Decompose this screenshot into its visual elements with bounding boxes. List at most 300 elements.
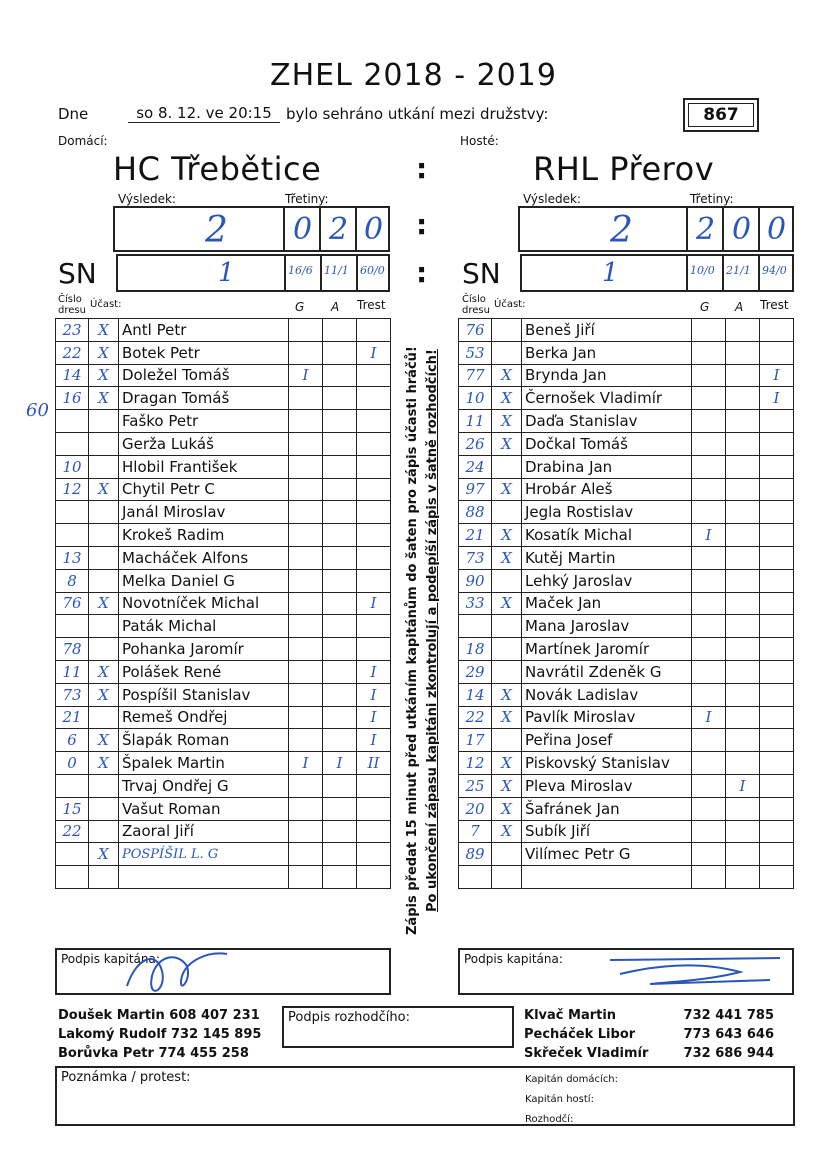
away-player-goals[interactable] xyxy=(692,797,726,820)
home-player-name[interactable]: Botek Petr xyxy=(119,341,289,364)
home-player-assists[interactable] xyxy=(323,524,357,547)
away-player-number[interactable]: 7 xyxy=(459,820,492,843)
home-player-penalty[interactable] xyxy=(357,319,391,342)
away-player-number[interactable] xyxy=(459,615,492,638)
home-player-goals[interactable] xyxy=(289,843,323,866)
home-player-number[interactable] xyxy=(56,843,89,866)
home-player-number[interactable] xyxy=(56,410,89,433)
home-player-penalty[interactable]: II xyxy=(357,752,391,775)
away-player-presence[interactable] xyxy=(492,660,522,683)
home-player-penalty[interactable] xyxy=(357,364,391,387)
home-player-goals[interactable] xyxy=(289,387,323,410)
home-player-presence[interactable] xyxy=(89,432,119,455)
away-player-penalty[interactable]: I xyxy=(760,364,794,387)
home-player-penalty[interactable] xyxy=(357,524,391,547)
away-player-number[interactable] xyxy=(459,866,492,889)
away-player-presence[interactable] xyxy=(492,319,522,342)
home-player-name[interactable]: Pospíšil Stanislav xyxy=(119,683,289,706)
home-player-assists[interactable] xyxy=(323,843,357,866)
home-player-goals[interactable] xyxy=(289,774,323,797)
away-player-goals[interactable] xyxy=(692,729,726,752)
home-player-presence[interactable] xyxy=(89,820,119,843)
home-player-number[interactable]: 23 xyxy=(56,319,89,342)
away-captain-signature-box[interactable] xyxy=(458,948,794,995)
home-player-name[interactable]: Zaoral Jiří xyxy=(119,820,289,843)
away-player-assists[interactable] xyxy=(726,455,760,478)
home-player-name[interactable]: Hlobil František xyxy=(119,455,289,478)
home-player-goals[interactable] xyxy=(289,592,323,615)
away-player-goals[interactable] xyxy=(692,866,726,889)
away-player-presence[interactable]: X xyxy=(492,752,522,775)
away-player-presence[interactable]: X xyxy=(492,683,522,706)
away-player-assists[interactable] xyxy=(726,478,760,501)
away-player-name[interactable]: Martínek Jaromír xyxy=(522,638,692,661)
home-player-number[interactable]: 22 xyxy=(56,820,89,843)
away-player-presence[interactable] xyxy=(492,615,522,638)
away-player-penalty[interactable] xyxy=(760,319,794,342)
home-player-name[interactable]: Melka Daniel G xyxy=(119,569,289,592)
home-player-penalty[interactable] xyxy=(357,797,391,820)
home-player-name[interactable] xyxy=(119,866,289,889)
away-player-penalty[interactable] xyxy=(760,797,794,820)
away-player-goals[interactable] xyxy=(692,501,726,524)
home-player-name[interactable]: Macháček Alfons xyxy=(119,546,289,569)
away-player-number[interactable]: 10 xyxy=(459,387,492,410)
home-player-presence[interactable] xyxy=(89,524,119,547)
home-player-number[interactable] xyxy=(56,524,89,547)
home-player-penalty[interactable]: I xyxy=(357,660,391,683)
away-player-name[interactable]: Vilímec Petr G xyxy=(522,843,692,866)
home-player-presence[interactable] xyxy=(89,546,119,569)
away-player-number[interactable]: 18 xyxy=(459,638,492,661)
home-player-goals[interactable] xyxy=(289,866,323,889)
away-player-presence[interactable] xyxy=(492,569,522,592)
away-player-name[interactable]: Daďa Stanislav xyxy=(522,410,692,433)
home-player-number[interactable]: 22 xyxy=(56,341,89,364)
home-player-assists[interactable] xyxy=(323,387,357,410)
home-player-name[interactable]: POSPÍŠIL L. G xyxy=(119,843,289,866)
home-player-penalty[interactable] xyxy=(357,501,391,524)
away-player-presence[interactable]: X xyxy=(492,706,522,729)
home-player-number[interactable]: 8 xyxy=(56,569,89,592)
home-player-goals[interactable] xyxy=(289,319,323,342)
home-player-assists[interactable] xyxy=(323,638,357,661)
home-player-name[interactable]: Faško Petr xyxy=(119,410,289,433)
away-player-number[interactable]: 53 xyxy=(459,341,492,364)
home-player-presence[interactable]: X xyxy=(89,478,119,501)
away-player-assists[interactable] xyxy=(726,432,760,455)
away-player-number[interactable]: 89 xyxy=(459,843,492,866)
away-player-goals[interactable] xyxy=(692,432,726,455)
away-player-name[interactable]: Kutěj Martin xyxy=(522,546,692,569)
away-player-presence[interactable] xyxy=(492,638,522,661)
away-player-goals[interactable]: I xyxy=(692,706,726,729)
home-player-presence[interactable] xyxy=(89,774,119,797)
home-player-number[interactable]: 73 xyxy=(56,683,89,706)
home-player-number[interactable]: 6 xyxy=(56,729,89,752)
home-player-name[interactable]: Trvaj Ondřej G xyxy=(119,774,289,797)
away-player-number[interactable]: 11 xyxy=(459,410,492,433)
away-player-goals[interactable] xyxy=(692,387,726,410)
home-player-name[interactable]: Vašut Roman xyxy=(119,797,289,820)
away-player-penalty[interactable] xyxy=(760,706,794,729)
home-player-number[interactable]: 14 xyxy=(56,364,89,387)
away-player-number[interactable]: 29 xyxy=(459,660,492,683)
away-player-penalty[interactable] xyxy=(760,455,794,478)
home-player-number[interactable]: 0 xyxy=(56,752,89,775)
home-player-name[interactable]: Krokeš Radim xyxy=(119,524,289,547)
home-player-name[interactable]: Novotníček Michal xyxy=(119,592,289,615)
away-player-assists[interactable] xyxy=(726,410,760,433)
away-player-presence[interactable]: X xyxy=(492,478,522,501)
away-player-penalty[interactable] xyxy=(760,843,794,866)
away-player-number[interactable]: 88 xyxy=(459,501,492,524)
away-player-assists[interactable] xyxy=(726,729,760,752)
home-player-goals[interactable] xyxy=(289,478,323,501)
away-player-name[interactable]: Dočkal Tomáš xyxy=(522,432,692,455)
away-player-assists[interactable] xyxy=(726,797,760,820)
away-player-goals[interactable] xyxy=(692,843,726,866)
home-player-presence[interactable] xyxy=(89,501,119,524)
home-player-goals[interactable] xyxy=(289,615,323,638)
home-player-penalty[interactable] xyxy=(357,455,391,478)
away-player-number[interactable]: 21 xyxy=(459,524,492,547)
away-player-goals[interactable] xyxy=(692,820,726,843)
away-player-penalty[interactable] xyxy=(760,592,794,615)
away-player-presence[interactable] xyxy=(492,341,522,364)
home-player-number[interactable]: 21 xyxy=(56,706,89,729)
away-player-assists[interactable] xyxy=(726,638,760,661)
away-player-number[interactable]: 77 xyxy=(459,364,492,387)
away-player-presence[interactable]: X xyxy=(492,364,522,387)
home-player-penalty[interactable] xyxy=(357,615,391,638)
away-player-number[interactable]: 20 xyxy=(459,797,492,820)
away-player-assists[interactable] xyxy=(726,820,760,843)
home-player-goals[interactable] xyxy=(289,546,323,569)
away-player-goals[interactable] xyxy=(692,341,726,364)
home-player-number[interactable]: 15 xyxy=(56,797,89,820)
away-player-goals[interactable] xyxy=(692,410,726,433)
away-player-name[interactable]: Beneš Jiří xyxy=(522,319,692,342)
home-player-name[interactable]: Špalek Martin xyxy=(119,752,289,775)
home-player-penalty[interactable]: I xyxy=(357,729,391,752)
away-player-goals[interactable] xyxy=(692,546,726,569)
home-player-presence[interactable] xyxy=(89,638,119,661)
away-player-name[interactable]: Navrátil Zdeněk G xyxy=(522,660,692,683)
home-player-assists[interactable] xyxy=(323,546,357,569)
away-player-number[interactable]: 76 xyxy=(459,319,492,342)
home-player-name[interactable]: Doležel Tomáš xyxy=(119,364,289,387)
away-player-penalty[interactable] xyxy=(760,501,794,524)
home-player-penalty[interactable] xyxy=(357,843,391,866)
home-player-assists[interactable] xyxy=(323,660,357,683)
away-player-name[interactable]: Pavlík Miroslav xyxy=(522,706,692,729)
home-player-assists[interactable] xyxy=(323,774,357,797)
away-player-name[interactable]: Kosatík Michal xyxy=(522,524,692,547)
home-player-name[interactable]: Polášek René xyxy=(119,660,289,683)
away-player-assists[interactable] xyxy=(726,387,760,410)
home-player-assists[interactable] xyxy=(323,592,357,615)
away-player-presence[interactable] xyxy=(492,866,522,889)
home-player-assists[interactable] xyxy=(323,478,357,501)
home-player-goals[interactable]: I xyxy=(289,752,323,775)
away-player-goals[interactable] xyxy=(692,592,726,615)
home-player-penalty[interactable] xyxy=(357,638,391,661)
home-player-name[interactable]: Antl Petr xyxy=(119,319,289,342)
away-player-number[interactable]: 33 xyxy=(459,592,492,615)
home-player-goals[interactable] xyxy=(289,683,323,706)
away-player-name[interactable]: Novák Ladislav xyxy=(522,683,692,706)
home-player-assists[interactable] xyxy=(323,501,357,524)
home-player-goals[interactable] xyxy=(289,455,323,478)
home-player-presence[interactable] xyxy=(89,455,119,478)
away-player-penalty[interactable] xyxy=(760,341,794,364)
home-player-presence[interactable] xyxy=(89,706,119,729)
home-player-presence[interactable] xyxy=(89,410,119,433)
home-player-penalty[interactable] xyxy=(357,546,391,569)
away-player-presence[interactable]: X xyxy=(492,546,522,569)
away-player-goals[interactable] xyxy=(692,478,726,501)
home-player-goals[interactable] xyxy=(289,524,323,547)
away-player-number[interactable]: 14 xyxy=(459,683,492,706)
away-player-assists[interactable] xyxy=(726,319,760,342)
home-player-assists[interactable] xyxy=(323,683,357,706)
away-player-number[interactable]: 17 xyxy=(459,729,492,752)
away-player-number[interactable]: 22 xyxy=(459,706,492,729)
home-player-number[interactable] xyxy=(56,501,89,524)
away-player-goals[interactable] xyxy=(692,660,726,683)
home-player-assists[interactable] xyxy=(323,319,357,342)
away-player-number[interactable]: 73 xyxy=(459,546,492,569)
home-player-presence[interactable]: X xyxy=(89,683,119,706)
home-player-number[interactable]: 16 xyxy=(56,387,89,410)
home-player-penalty[interactable] xyxy=(357,569,391,592)
home-player-assists[interactable] xyxy=(323,615,357,638)
referee-signature-box[interactable] xyxy=(282,1006,514,1048)
away-player-assists[interactable] xyxy=(726,501,760,524)
away-player-number[interactable]: 12 xyxy=(459,752,492,775)
home-player-presence[interactable] xyxy=(89,866,119,889)
away-player-penalty[interactable] xyxy=(760,866,794,889)
away-player-presence[interactable]: X xyxy=(492,797,522,820)
home-player-assists[interactable] xyxy=(323,797,357,820)
away-player-assists[interactable] xyxy=(726,524,760,547)
away-player-goals[interactable] xyxy=(692,615,726,638)
home-player-penalty[interactable]: I xyxy=(357,683,391,706)
home-player-presence[interactable]: X xyxy=(89,387,119,410)
away-player-presence[interactable]: X xyxy=(492,820,522,843)
away-player-name[interactable]: Drabina Jan xyxy=(522,455,692,478)
home-player-presence[interactable]: X xyxy=(89,341,119,364)
away-player-penalty[interactable] xyxy=(760,546,794,569)
home-player-goals[interactable] xyxy=(289,706,323,729)
home-player-penalty[interactable]: I xyxy=(357,706,391,729)
away-player-presence[interactable]: X xyxy=(492,387,522,410)
away-player-name[interactable]: Mana Jaroslav xyxy=(522,615,692,638)
home-player-assists[interactable] xyxy=(323,866,357,889)
away-player-penalty[interactable] xyxy=(760,432,794,455)
home-player-penalty[interactable] xyxy=(357,774,391,797)
away-player-presence[interactable]: X xyxy=(492,774,522,797)
away-player-assists[interactable] xyxy=(726,843,760,866)
home-player-assists[interactable] xyxy=(323,410,357,433)
home-player-presence[interactable]: X xyxy=(89,752,119,775)
home-player-presence[interactable] xyxy=(89,797,119,820)
away-player-assists[interactable] xyxy=(726,592,760,615)
home-player-presence[interactable]: X xyxy=(89,364,119,387)
away-player-name[interactable]: Lehký Jaroslav xyxy=(522,569,692,592)
away-player-assists[interactable] xyxy=(726,683,760,706)
away-player-penalty[interactable] xyxy=(760,729,794,752)
away-player-number[interactable]: 26 xyxy=(459,432,492,455)
away-player-number[interactable]: 90 xyxy=(459,569,492,592)
home-player-goals[interactable] xyxy=(289,501,323,524)
home-captain-signature-box[interactable] xyxy=(55,948,391,995)
home-player-penalty[interactable] xyxy=(357,410,391,433)
away-player-penalty[interactable] xyxy=(760,410,794,433)
away-player-name[interactable]: Berka Jan xyxy=(522,341,692,364)
away-player-presence[interactable]: X xyxy=(492,524,522,547)
away-player-assists[interactable] xyxy=(726,341,760,364)
home-player-penalty[interactable]: I xyxy=(357,341,391,364)
away-player-goals[interactable] xyxy=(692,683,726,706)
home-player-assists[interactable] xyxy=(323,729,357,752)
away-player-name[interactable]: Černošek Vladimír xyxy=(522,387,692,410)
home-player-number[interactable]: 10 xyxy=(56,455,89,478)
home-player-assists[interactable] xyxy=(323,341,357,364)
away-player-assists[interactable] xyxy=(726,615,760,638)
away-player-assists[interactable] xyxy=(726,569,760,592)
home-player-presence[interactable]: X xyxy=(89,319,119,342)
home-player-goals[interactable] xyxy=(289,638,323,661)
home-player-goals[interactable] xyxy=(289,729,323,752)
away-player-goals[interactable] xyxy=(692,638,726,661)
home-player-number[interactable]: 76 xyxy=(56,592,89,615)
away-player-presence[interactable] xyxy=(492,843,522,866)
home-player-presence[interactable]: X xyxy=(89,592,119,615)
away-player-presence[interactable] xyxy=(492,729,522,752)
away-player-penalty[interactable] xyxy=(760,752,794,775)
away-player-assists[interactable] xyxy=(726,866,760,889)
home-player-presence[interactable]: X xyxy=(89,660,119,683)
home-player-penalty[interactable] xyxy=(357,820,391,843)
home-player-penalty[interactable] xyxy=(357,478,391,501)
home-player-presence[interactable] xyxy=(89,569,119,592)
away-player-goals[interactable] xyxy=(692,752,726,775)
home-player-name[interactable]: Gerža Lukáš xyxy=(119,432,289,455)
away-player-name[interactable]: Subík Jiří xyxy=(522,820,692,843)
home-player-number[interactable]: 13 xyxy=(56,546,89,569)
away-player-goals[interactable] xyxy=(692,364,726,387)
home-player-goals[interactable] xyxy=(289,820,323,843)
away-player-number[interactable]: 25 xyxy=(459,774,492,797)
home-player-name[interactable]: Pohanka Jaromír xyxy=(119,638,289,661)
note-protest-box[interactable] xyxy=(55,1066,795,1126)
home-player-number[interactable]: 78 xyxy=(56,638,89,661)
away-player-assists[interactable] xyxy=(726,706,760,729)
home-player-assists[interactable] xyxy=(323,820,357,843)
away-player-goals[interactable] xyxy=(692,455,726,478)
away-player-goals[interactable] xyxy=(692,774,726,797)
away-player-penalty[interactable] xyxy=(760,660,794,683)
home-player-assists[interactable]: I xyxy=(323,752,357,775)
home-player-assists[interactable] xyxy=(323,455,357,478)
away-player-name[interactable] xyxy=(522,866,692,889)
away-player-name[interactable]: Maček Jan xyxy=(522,592,692,615)
away-player-name[interactable]: Jegla Rostislav xyxy=(522,501,692,524)
home-player-number[interactable]: 12 xyxy=(56,478,89,501)
home-player-penalty[interactable] xyxy=(357,866,391,889)
away-player-name[interactable]: Pleva Miroslav xyxy=(522,774,692,797)
home-player-goals[interactable] xyxy=(289,660,323,683)
home-player-goals[interactable]: I xyxy=(289,364,323,387)
away-player-presence[interactable]: X xyxy=(492,592,522,615)
home-player-goals[interactable] xyxy=(289,410,323,433)
home-player-name[interactable]: Chytil Petr C xyxy=(119,478,289,501)
home-player-number[interactable] xyxy=(56,774,89,797)
away-player-assists[interactable] xyxy=(726,660,760,683)
away-player-name[interactable]: Piskovský Stanislav xyxy=(522,752,692,775)
home-player-name[interactable]: Janál Miroslav xyxy=(119,501,289,524)
home-player-number[interactable]: 11 xyxy=(56,660,89,683)
away-player-penalty[interactable] xyxy=(760,478,794,501)
away-player-penalty[interactable] xyxy=(760,820,794,843)
away-player-penalty[interactable] xyxy=(760,638,794,661)
home-player-number[interactable] xyxy=(56,866,89,889)
away-player-number[interactable]: 97 xyxy=(459,478,492,501)
home-player-goals[interactable] xyxy=(289,797,323,820)
away-player-goals[interactable]: I xyxy=(692,524,726,547)
home-player-presence[interactable]: X xyxy=(89,843,119,866)
home-player-presence[interactable]: X xyxy=(89,729,119,752)
away-player-goals[interactable] xyxy=(692,319,726,342)
home-player-name[interactable]: Remeš Ondřej xyxy=(119,706,289,729)
home-player-assists[interactable] xyxy=(323,706,357,729)
away-player-presence[interactable]: X xyxy=(492,432,522,455)
home-player-goals[interactable] xyxy=(289,569,323,592)
home-player-penalty[interactable]: I xyxy=(357,592,391,615)
away-player-name[interactable]: Peřina Josef xyxy=(522,729,692,752)
home-player-number[interactable] xyxy=(56,432,89,455)
home-player-assists[interactable] xyxy=(323,364,357,387)
home-player-assists[interactable] xyxy=(323,569,357,592)
home-player-penalty[interactable] xyxy=(357,432,391,455)
away-player-penalty[interactable] xyxy=(760,569,794,592)
away-player-penalty[interactable] xyxy=(760,524,794,547)
away-player-assists[interactable] xyxy=(726,752,760,775)
away-player-name[interactable]: Hrobár Aleš xyxy=(522,478,692,501)
away-player-penalty[interactable]: I xyxy=(760,387,794,410)
home-player-name[interactable]: Šlapák Roman xyxy=(119,729,289,752)
away-player-presence[interactable] xyxy=(492,455,522,478)
away-player-penalty[interactable] xyxy=(760,774,794,797)
away-player-assists[interactable] xyxy=(726,364,760,387)
away-player-number[interactable]: 24 xyxy=(459,455,492,478)
away-player-presence[interactable]: X xyxy=(492,410,522,433)
home-player-name[interactable]: Dragan Tomáš xyxy=(119,387,289,410)
home-player-number[interactable] xyxy=(56,615,89,638)
away-player-presence[interactable] xyxy=(492,501,522,524)
home-player-assists[interactable] xyxy=(323,432,357,455)
home-player-goals[interactable] xyxy=(289,341,323,364)
away-player-penalty[interactable] xyxy=(760,615,794,638)
home-player-goals[interactable] xyxy=(289,432,323,455)
home-player-name[interactable]: Paták Michal xyxy=(119,615,289,638)
away-player-goals[interactable] xyxy=(692,569,726,592)
away-player-assists[interactable] xyxy=(726,546,760,569)
away-player-penalty[interactable] xyxy=(760,683,794,706)
home-player-penalty[interactable] xyxy=(357,387,391,410)
